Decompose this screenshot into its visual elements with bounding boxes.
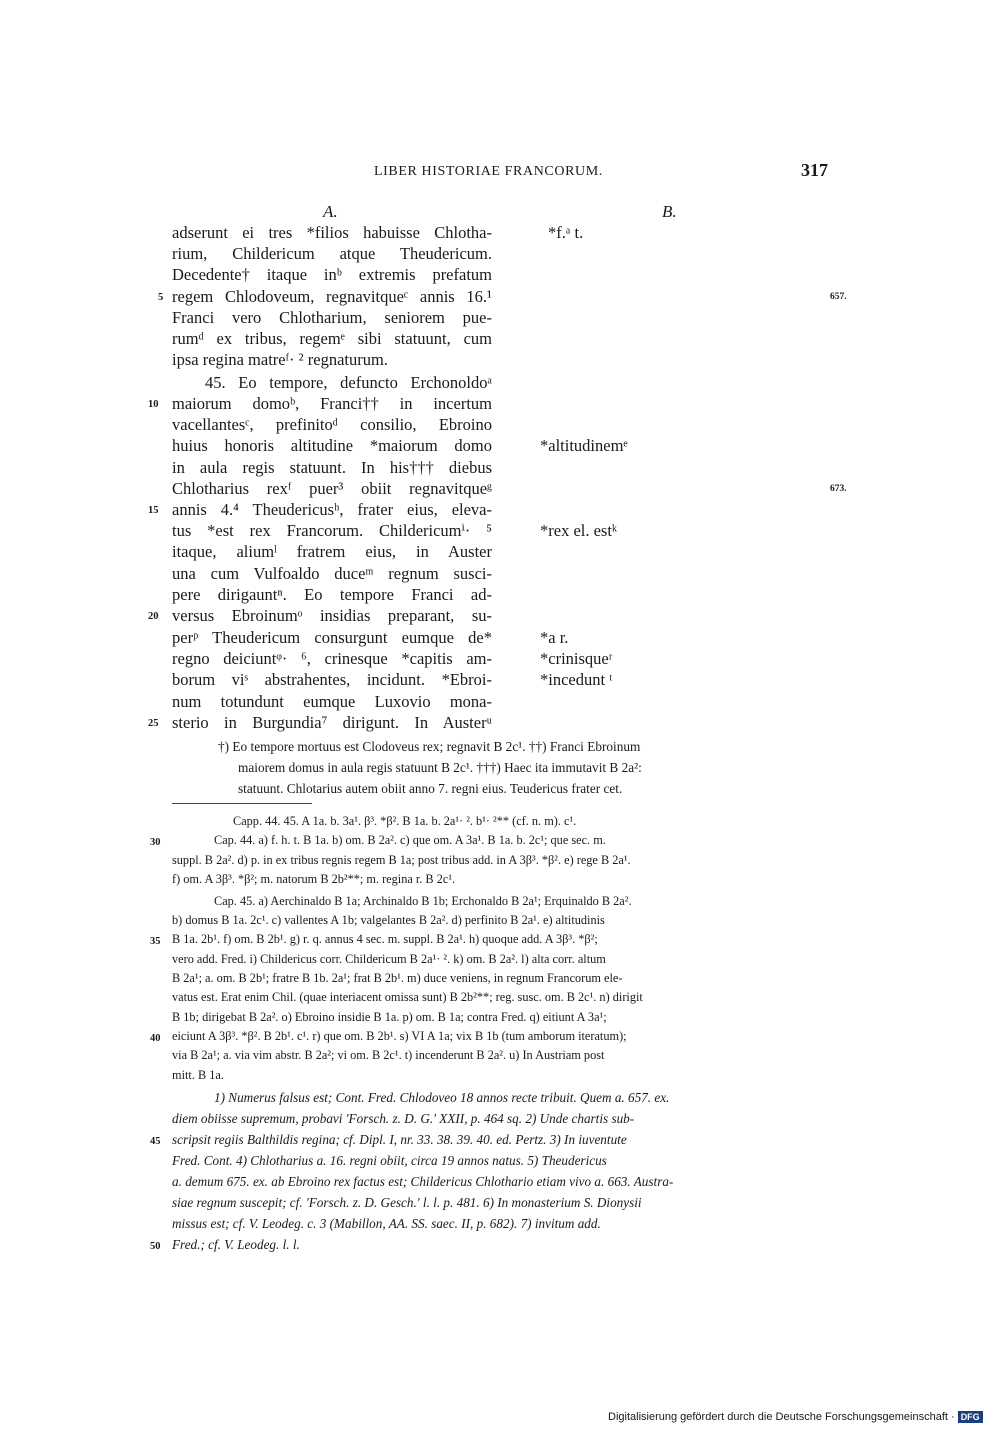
footer-text: Digitalisierung gefördert durch die Deutsche Forschungsgemeinschaft · xyxy=(608,1411,955,1423)
text-line: adserunt ei tres *filios habuisse Chlotha- xyxy=(172,223,492,242)
column-a-heading: A. xyxy=(323,202,338,221)
margin-year: 673. xyxy=(830,484,847,494)
line-number: 50 xyxy=(150,1241,161,1252)
note-line: Fred.; cf. V. Leodeg. l. l. xyxy=(172,1237,300,1252)
column-b-entry: *incedunt ᵗ xyxy=(540,670,613,689)
text-line: vacellantesᶜ, prefinitoᵈ consilio, Ebroino xyxy=(172,415,492,434)
text-line: una cum Vulfoaldo duceᵐ regnum susci- xyxy=(172,564,492,583)
apparatus-line: B 1b; dirigebat B 2a². o) Ebroino insidie B 1a. p) om. B 1a; contra Fred. q) eitiunt A 3a¹; xyxy=(172,1010,607,1024)
column-b-heading: B. xyxy=(662,202,677,221)
variant-note: †) Eo tempore mortuus est Clodoveus rex; regnavit B 2c¹. ††) Franci Ebroinum xyxy=(218,739,641,754)
apparatus-line: mitt. B 1a. xyxy=(172,1068,224,1082)
column-b-entry: *rex el. estᵏ xyxy=(540,521,618,540)
text-line: regem Chlodoveum, regnavitqueᶜ annis 16.¹ xyxy=(172,287,492,306)
apparatus-line: Cap. 44. a) f. h. t. B 1a. b) om. B 2a². c) que om. A 3a¹. B 1a. b. 2c¹; que sec. m. xyxy=(214,833,606,847)
apparatus-line: B 2a¹; a. om. B 2b¹; fratre B 1b. 2a¹; frat B 2b¹. m) duce veniens, in regnum Francorum ele- xyxy=(172,971,623,985)
note-line: a. demum 675. ex. ab Ebroino rex factus est; Childericus Chlothario etiam vivo a. 663. Austra- xyxy=(172,1174,674,1189)
line-number: 40 xyxy=(150,1033,161,1044)
text-line: pere dirigauntⁿ. Eo tempore Franci ad- xyxy=(172,585,492,604)
apparatus-line: eiciunt A 3β³. *β². B 2b¹. c¹. r) que om. B 2b¹. s) VI A 1a; vix B 1b (tum amborum iteratum); xyxy=(172,1029,627,1043)
text-line: Decedente† itaque inᵇ extremis prefatum xyxy=(172,265,492,284)
line-number: 45 xyxy=(150,1136,161,1147)
line-number: 10 xyxy=(148,399,159,410)
text-line: regno deiciuntᵠ· ⁶, crinesque *capitis am- xyxy=(172,649,492,668)
text-line: versus Ebroinumᵒ insidias preparant, su- xyxy=(172,606,492,625)
text-line: borum viˢ abstrahentes, incidunt. *Ebroi- xyxy=(172,670,492,689)
line-number: 30 xyxy=(150,837,161,848)
apparatus-line: B 1a. 2b¹. f) om. B 2b¹. g) r. q. annus 4 sec. m. suppl. B 2a¹. h) quoque add. A 3β³. *β²; xyxy=(172,932,598,946)
divider-rule xyxy=(172,803,312,804)
text-line: sterio in Burgundia⁷ dirigunt. In Austerᵘ xyxy=(172,713,492,732)
text-line: rium, Childericum atque Theudericum. xyxy=(172,244,492,263)
note-line: siae regnum suscepit; cf. 'Forsch. z. D. Gesch.' l. l. p. 481. 6) In monasterium S. Dionysii xyxy=(172,1195,642,1210)
column-b-entry: *f.ᵃ t. xyxy=(548,223,584,242)
text-line: huius honoris altitudine *maiorum domo xyxy=(172,436,492,455)
running-title: LIBER HISTORIAE FRANCORUM. xyxy=(374,164,603,179)
note-line: Fred. Cont. 4) Chlotharius a. 16. regni obiit, circa 19 annos natus. 5) Theudericus xyxy=(172,1153,607,1168)
variant-note: maiorem domus in aula regis statuunt B 2c¹. †††) Haec ita immutavit B 2a²: xyxy=(238,760,642,775)
column-b-entry: *crinisqueʳ xyxy=(540,649,613,668)
note-line: 1) Numerus falsus est; Cont. Fred. Chlodoveo 18 annos recte tribuit. Quem a. 657. ex. xyxy=(214,1090,670,1105)
line-number: 15 xyxy=(148,505,159,516)
text-line: tus *est rex Francorum. Childericumⁱ· ⁵ xyxy=(172,521,492,540)
note-line: scripsit regiis Balthildis regina; cf. Dipl. I, nr. 33. 38. 39. 40. ed. Pertz. 3) In iuventute xyxy=(172,1132,627,1147)
text-line: Franci vero Chlotharium, seniorem pue- xyxy=(172,308,492,327)
line-number: 25 xyxy=(148,718,159,729)
note-line: diem obiisse supremum, probavi 'Forsch. z. D. G.' XXII, p. 464 sq. 2) Unde chartis sub- xyxy=(172,1111,635,1126)
apparatus-line: suppl. B 2a². d) p. in ex tribus regnis regem B 1a; post tribus add. in A 3β³. *β². e) rege B 2a¹. xyxy=(172,853,631,867)
apparatus-line: Cap. 45. a) Aerchinaldo B 1a; Archinaldo B 1b; Erchonaldo B 2a¹; Erquinaldo B 2a². xyxy=(214,894,632,908)
text-line: num totundunt eumque Luxovio mona- xyxy=(172,692,492,711)
apparatus-line: f) om. A 3β³. *β²; m. natorum B 2b²**; m. regina r. B 2c¹. xyxy=(172,872,456,886)
text-line: annis 4.⁴ Theudericusʰ, frater eius, eleva- xyxy=(172,500,492,519)
variant-note: statuunt. Chlotarius autem obiit anno 7. regni eius. Teudericus frater cet. xyxy=(238,781,623,796)
text-line: maiorum domoᵇ, Franci†† in incertum xyxy=(172,394,492,413)
apparatus-line: via B 2a¹; a. via vim abstr. B 2a²; vi om. B 2c¹. t) incenderunt B 2a². u) In Austriam post xyxy=(172,1048,605,1062)
margin-year: 657. xyxy=(830,292,847,302)
dfg-logo: DFG xyxy=(958,1411,983,1423)
apparatus-line: vatus est. Erat enim Chil. (quae interiacent omissa sunt) B 2b²**; reg. susc. om. B 2c¹. n) dirigit xyxy=(172,990,643,1004)
column-b-entry: *a r. xyxy=(540,628,569,647)
text-line: 45. Eo tempore, defuncto Erchonoldoᵃ xyxy=(205,373,492,392)
note-line: missus est; cf. V. Leodeg. c. 3 (Mabillon, AA. SS. saec. II, p. 682). 7) invitum add. xyxy=(172,1216,601,1231)
apparatus-line: b) domus B 1a. 2c¹. c) vallentes A 1b; valgelantes B 2a². d) perfinito B 2a¹. e) altitudinis xyxy=(172,913,605,927)
text-line: in aula regis statuunt. In his††† diebus xyxy=(172,458,492,477)
column-b-entry: *altitudinemᵉ xyxy=(540,436,628,455)
page-number: 317 xyxy=(801,160,828,180)
text-line: ipsa regina matreᶠ· ² regnaturum. xyxy=(172,350,388,369)
line-number: 5 xyxy=(158,292,164,303)
apparatus-line: Capp. 44. 45. A 1a. b. 3a¹. β³. *β². B 1a. b. 2a¹· ². b¹· ²** (cf. n. m). c¹. xyxy=(233,814,577,828)
apparatus-line: vero add. Fred. i) Childericus corr. Childericum B 2a¹· ². k) om. B 2a². l) alta corr. altum xyxy=(172,952,606,966)
text-line: rumᵈ ex tribus, regemᵉ sibi statuunt, cum xyxy=(172,329,492,348)
text-line: perᵖ Theudericum consurgunt eumque de* xyxy=(172,628,492,647)
text-line: Chlotharius rexᶠ puer³ obiit regnavitqueᵍ xyxy=(172,479,492,498)
text-line: itaque, aliumˡ fratrem eius, in Auster xyxy=(172,542,492,561)
line-number: 35 xyxy=(150,936,161,947)
digitization-footer xyxy=(608,1411,983,1423)
line-number: 20 xyxy=(148,611,159,622)
